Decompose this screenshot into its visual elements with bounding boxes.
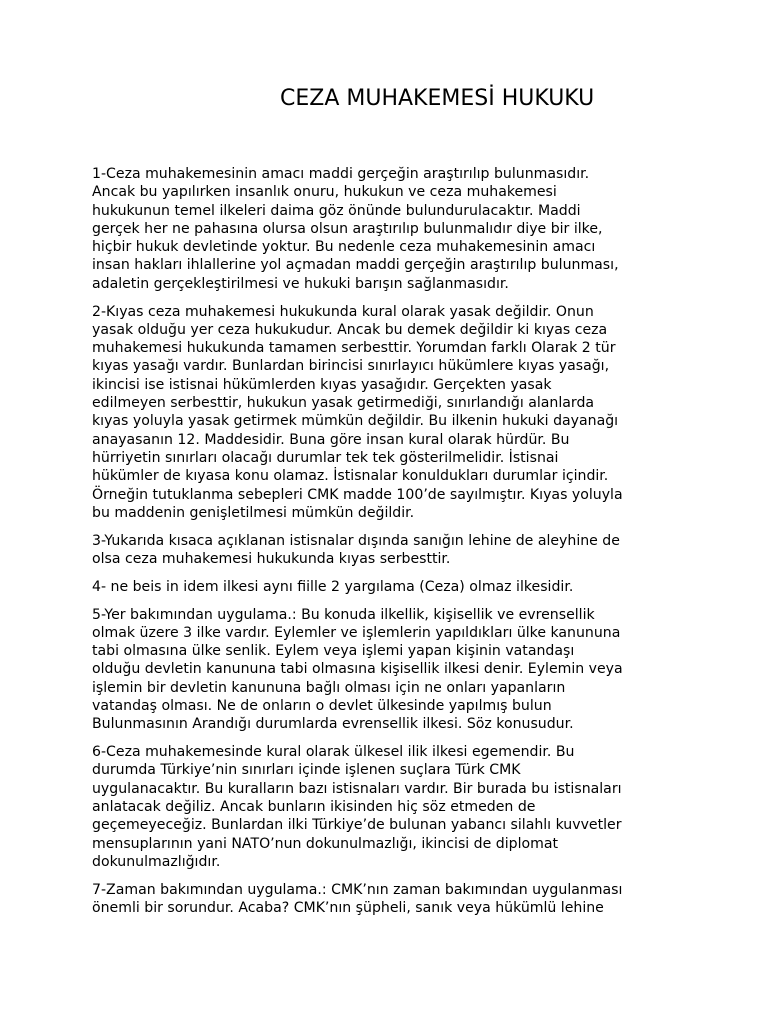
- document-body: [92, 165, 692, 927]
- paragraph-5: 5-Yer bakımından uygulama.: Bu konuda ilkellik, kişisellik ve evrensellik olmak üzere 3 ilke vardır. Eylemler ve işlemlerin yapıldıkları ülke kanununa tabi olmasına ülke senlik. Eylem veya işlemi yapan kişinin vatandaşı olduğu devletin kanununa tabi olmasına kişisellik ilkesi denir. Eylemin veya işlemin bir devletin kanununa bağlı olması için ne onları yapanların vatandaş olması. Ne de onların o devlet ülkesinde yapılmış bulun Bulunmasının Arandığı durumlarda evrensellik ilkesi. Söz konusudur.: [92, 606, 623, 733]
- paragraph-6: 6-Ceza muhakemesinde kural olarak ülkesel ilik ilkesi egemendir. Bu durumda Türkiye’nin sınırları içinde işlenen suçlara Türk CMK uygulanacaktır. Bu kuralların bazı istisnaları vardır. Bir burada bu istisnaları anlatacak değiliz. Ancak bunların ikisinden hiç söz etmeden de geçemeyeceğiz. Bunlardan ilki Türkiye’de bulunan yabancı silahlı kuvvetler mensuplarının yani NATO’nun dokunulmazlığı, ikincisi de diplomat dokunulmazlığıdır.: [92, 744, 622, 870]
- paragraph-4: 4- ne beis in idem ilkesi aynı fiille 2 yargılama (Ceza) olmaz ilkesidir.: [92, 578, 574, 595]
- paragraph-2: 2-Kıyas ceza muhakemesi hukukunda kural olarak yasak değildir. Onun yasak olduğu yer ceza hukukudur. Ancak bu demek değildir ki kıyas ceza muhakemesi hukukunda tamamen serbesttir. Yorumdan farklı Olarak 2 tür kıyas yasağı vardır. Bunlardan birincisi sınırlayıcı hükümlere kıyas yasağı, ikincisi ise istisnai hükümlerden kıyas yasağıdır. Gerçekten yasak edilmeyen serbesttir, hukukun yasak getirmediği, sınırlandığı alanlarda kıyas yoluyla yasak getirmek mümkün değildir. Bu ilkenin hukuki dayanağı anayasanın 12. Maddesidir. Buna göre insan kural olarak hürdür. Bu hürriyetin sınırları olacağı durumlar tek tek gösterilmelidir. İstisnai hükümler de kıyasa konu olamaz. İstisnalar konuldukları durumlar içindir. Örneğin tutuklanma sebepleri CMK madde 100’de sayılmıştır. Kıyas yoluyla bu maddenin genişletilmesi mümkün değildir.: [92, 303, 623, 521]
- paragraph-1: 1-Ceza muhakemesinin amacı maddi gerçeğin araştırılıp bulunmasıdır. Ancak bu yapılırken insanlık onuru, hukukun ve ceza muhakemesi hukukunun temel ilkeleri daima göz önünde bulundurulacaktır. Maddi gerçek her ne pahasına olursa olsun araştırılıp bulunmalıdır diye bir ilke, hiçbir hukuk devletinde yoktur. Bu nedenle ceza muhakemesinin amacı insan hakları ihlallerine yol açmadan maddi gerçeğin araştırılıp bulunması, adaletin gerçekleştirilmesi ve hukuki barışın sağlanmasıdır.: [92, 166, 619, 292]
- paragraph-3: 3-Yukarıda kısaca açıklanan istisnalar dışında sanığın lehine de aleyhine de olsa ceza muhakemesi hukukunda kıyas serbesttir.: [92, 532, 620, 567]
- paragraph-7: 7-Zaman bakımından uygulama.: CMK’nın zaman bakımından uygulanması önemli bir sorundur. Acaba? CMK’nın şüpheli, sanık veya hükümlü lehine: [92, 881, 623, 916]
- page-title: CEZA MUHAKEMESİ HUKUKU: [280, 86, 595, 111]
